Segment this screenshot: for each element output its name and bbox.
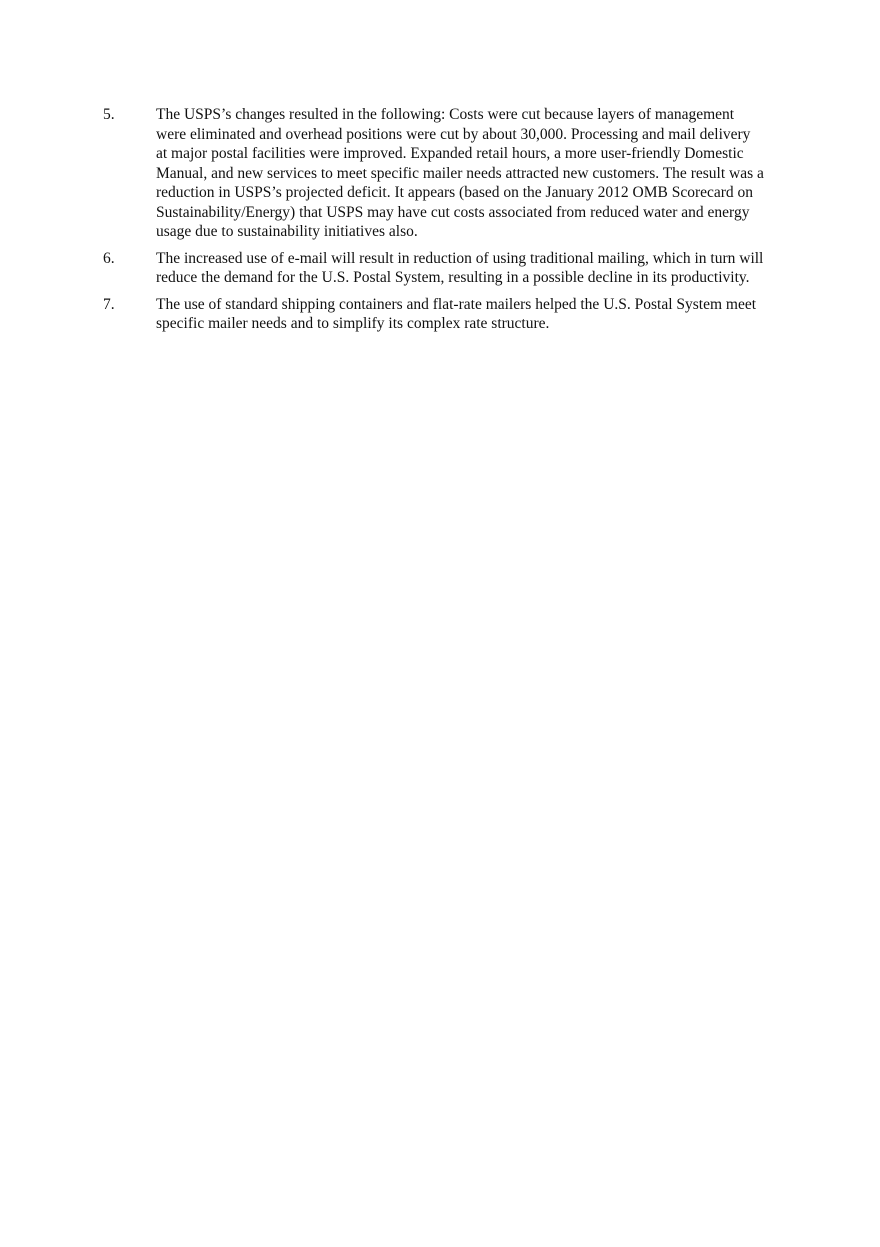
item-number: 7. xyxy=(103,295,115,313)
list-item-6 xyxy=(103,249,783,288)
numbered-list xyxy=(103,105,783,341)
item-text: The use of standard shipping containers and flat-rate mailers helped the U.S. Postal System meet specific mailer needs and to simplify its complex rate structure. xyxy=(156,295,757,332)
item-number: 6. xyxy=(103,249,115,267)
list-item-7 xyxy=(103,295,783,334)
item-text: The increased use of e-mail will result in reduction of using traditional mailing, which in turn will reduce the demand for the U.S. Postal System, resulting in a possible decline in its productivity. xyxy=(156,249,764,286)
item-number: 5. xyxy=(103,106,115,123)
list-item-5 xyxy=(103,105,783,242)
item-text: The USPS’s changes resulted in the following: Costs were cut because layers of management were eliminated and overhead positions were cut by about 30,000. Processing and mail delivery at major postal facilities were improved. Expanded retail hours, a more user-friendly Domestic Manual, and new services to meet specific mailer needs attracted new customers. The result was a reduction in USPS’s projected deficit. It appears (based on the January 2012 OMB Scorecard on Sustainability/Energy) that USPS may have cut costs associated from reduced water and energy usage due to sustainability initiatives also. xyxy=(156,106,764,240)
